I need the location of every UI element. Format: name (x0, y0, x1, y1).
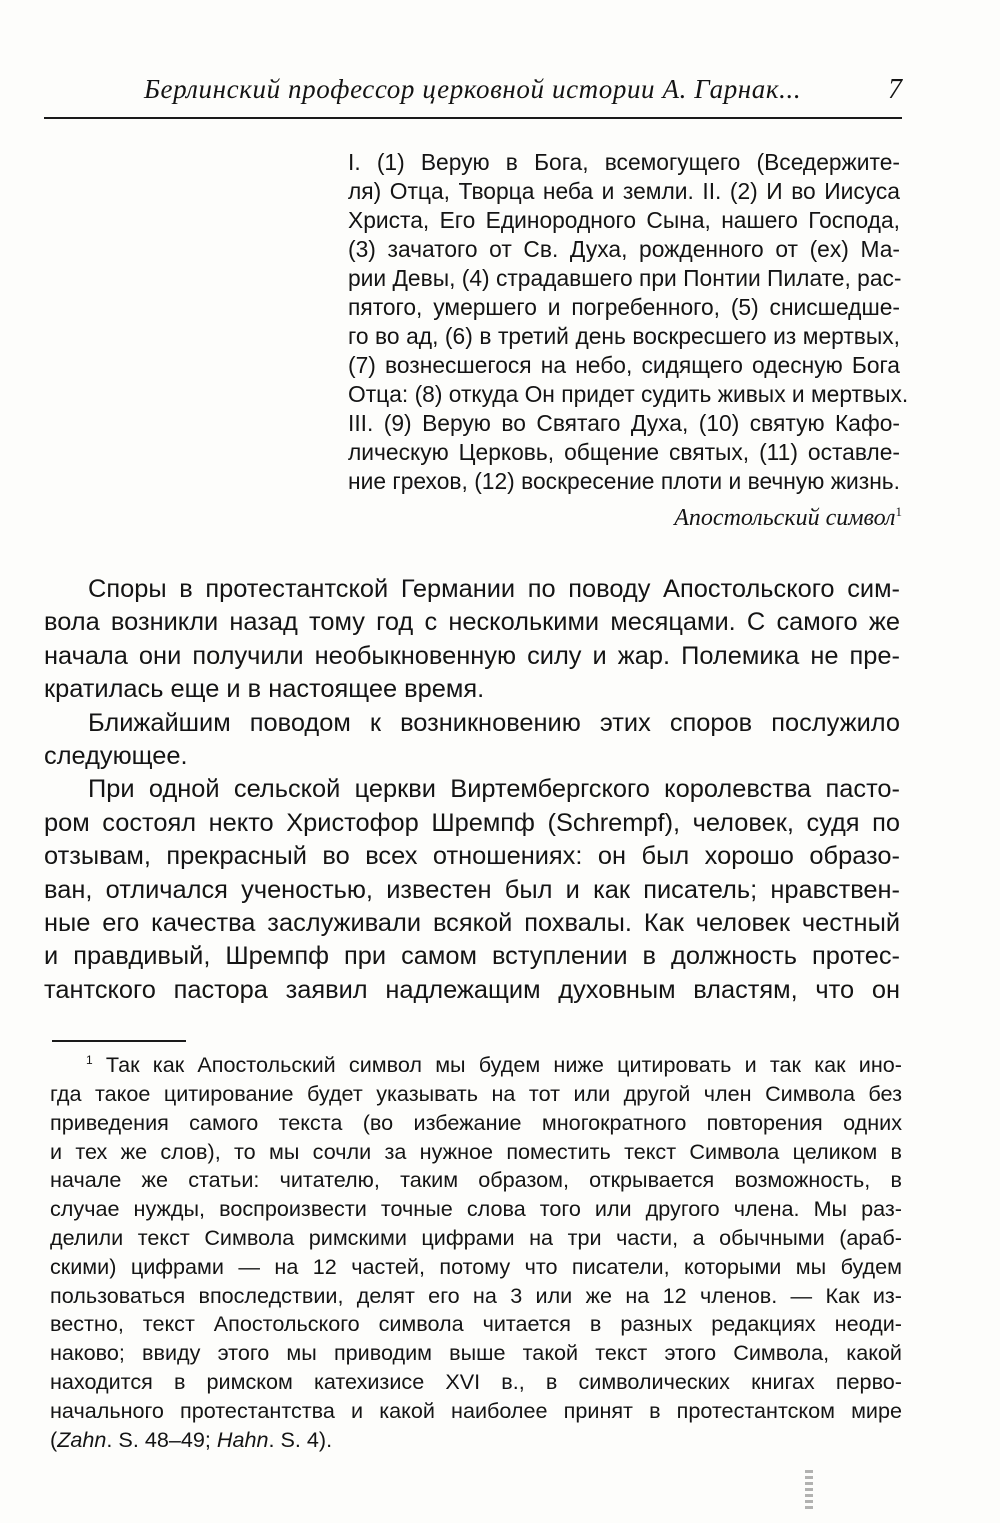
creed-line: лическую Церковь, общение святых, (11) оставле- (348, 439, 900, 465)
citation-author: Zahn (57, 1426, 107, 1452)
creed-epigraph (348, 148, 909, 496)
creed-line: (3) зачатого от Св. Духа, рожденного от (ex) Ма- (348, 236, 900, 262)
paragraph-line: следующее. (44, 742, 188, 771)
page-number: 7 (888, 74, 902, 105)
footnote-line: находится в римском катехизисе XVI в., в символических книгах перво- (50, 1368, 902, 1394)
paragraph-line: тантского пастора заявил надлежащим духовным властям, что он (44, 975, 900, 1004)
footnote (50, 1046, 902, 1454)
footnote-line: вестно, текст Апостольского символа читается в разных редакциях неоди- (50, 1311, 902, 1337)
footnote-line: скими) цифрами — на 12 частей, потому что писатели, которыми мы будем (50, 1253, 902, 1279)
footnote-line: начального протестантства и какой наиболее принят в протестантском мире (50, 1397, 902, 1423)
paragraph-line: кратилась еще и в настоящее время. (44, 675, 485, 704)
footnote-line: $^1$ Так как Апостольский символ мы будем ниже цитировать и так как ино- (86, 1052, 902, 1078)
citation-ref: . S. 4). (268, 1426, 333, 1452)
footnote-line: наково; ввиду этого мы приводим выше такой текст этого Символа, какой (50, 1340, 902, 1366)
footnote-line: пользоваться впоследствии, делят его на 3 или же на 12 членов. — Как из- (50, 1282, 902, 1308)
footnote-marker: 1 (86, 1053, 93, 1067)
paragraph-line: Ближайшим поводом к возникновению этих споров послужило (88, 708, 900, 737)
footnote-citation-line: (Zahn. S. 48–49; Hahn. S. 4). (50, 1426, 333, 1452)
paragraph-line: Споры в протестантской Германии по поводу Апостольского сим- (88, 575, 900, 603)
citation-ref: . S. 48–49; (106, 1426, 217, 1452)
footnote-line: случае нужды, воспроизвести точные слова того или другого члена. Мы раз- (50, 1196, 902, 1222)
creed-line: I. (1) Верую в Бога, всемогущего (Вседержите- (348, 149, 900, 175)
creed-line: рии Девы, (4) страдавшего при Понтии Пилате, рас- (348, 265, 902, 291)
creed-line: III. (9) Верую во Святаго Духа, (10) святую Кафо- (348, 410, 900, 436)
paragraph-line: ром состоял некто Христофор Шремпф (Schrempf), человек, судя по (44, 808, 900, 837)
footnote-line: приведения самого текста (во избежание многократного повторения одних (50, 1109, 902, 1135)
footnote-line: делили текст Символа римскими цифрами на три части, а обычными (араб- (50, 1224, 902, 1250)
creed-line: пятого, умершего и погребенного, (5) снисшедше- (348, 294, 900, 320)
attribution-text: Апостольский символ (674, 505, 896, 531)
creed-line: Отца: (8) откуда Он придет судить живых и мертвых. (348, 381, 909, 407)
running-title: Берлинский профессор церковной истории А. Гарнак... (144, 74, 802, 104)
footnote-line: начале же статьи: читателю, таким образом, открывается возможность, в (50, 1167, 902, 1193)
running-head (44, 72, 902, 112)
paragraph-line: отзывам, прекрасный во всех отношениях: он был хорошо образо- (44, 842, 900, 871)
footnote-rule (52, 1040, 186, 1042)
creed-line: (7) вознесшегося на небо, сидящего одесную Бога (348, 352, 900, 378)
header-rule (44, 117, 902, 119)
creed-line: го во ад, (6) в третий день воскресшего из мертвых, (348, 323, 900, 349)
paragraph-line: При одной сельской церкви Виртембергского королевства пасто- (88, 775, 900, 804)
creed-line: ние грехов, (12) воскресение плоти и вечную жизнь. (348, 468, 900, 494)
paragraph-line: ные его качества заслуживали всякой похвалы. Как человек честный (44, 909, 900, 938)
main-text (44, 573, 900, 1007)
footnote-reference[interactable]: 1 (895, 504, 902, 519)
paragraph-line: вола возникли назад тому год с несколькими месяцами. С самого же (44, 608, 900, 637)
paragraph-line: ван, отличался ученостью, известен был и как писатель; нравствен- (44, 875, 900, 904)
footnote-line: и тех же слов), то мы сочли за нужное поместить текст Символа целиком в (50, 1138, 902, 1164)
footnote-line: гда такое цитирование будет указывать на тот или другой член Символа без (50, 1080, 902, 1106)
scan-artifact (805, 1470, 813, 1512)
citation-author: Hahn (216, 1426, 269, 1452)
paragraph-line: начала они получили необыкновенную силу и жар. Полемика не пре- (44, 641, 900, 670)
paragraph-line: и правдивый, Шремпф при самом вступлении в должность протес- (44, 942, 900, 971)
creed-line: ля) Отца, Творца неба и земли. II. (2) И во Иисуса (348, 178, 900, 204)
creed-line: Христа, Его Единородного Сына, нашего Господа, (348, 207, 900, 233)
creed-attribution (674, 504, 902, 532)
